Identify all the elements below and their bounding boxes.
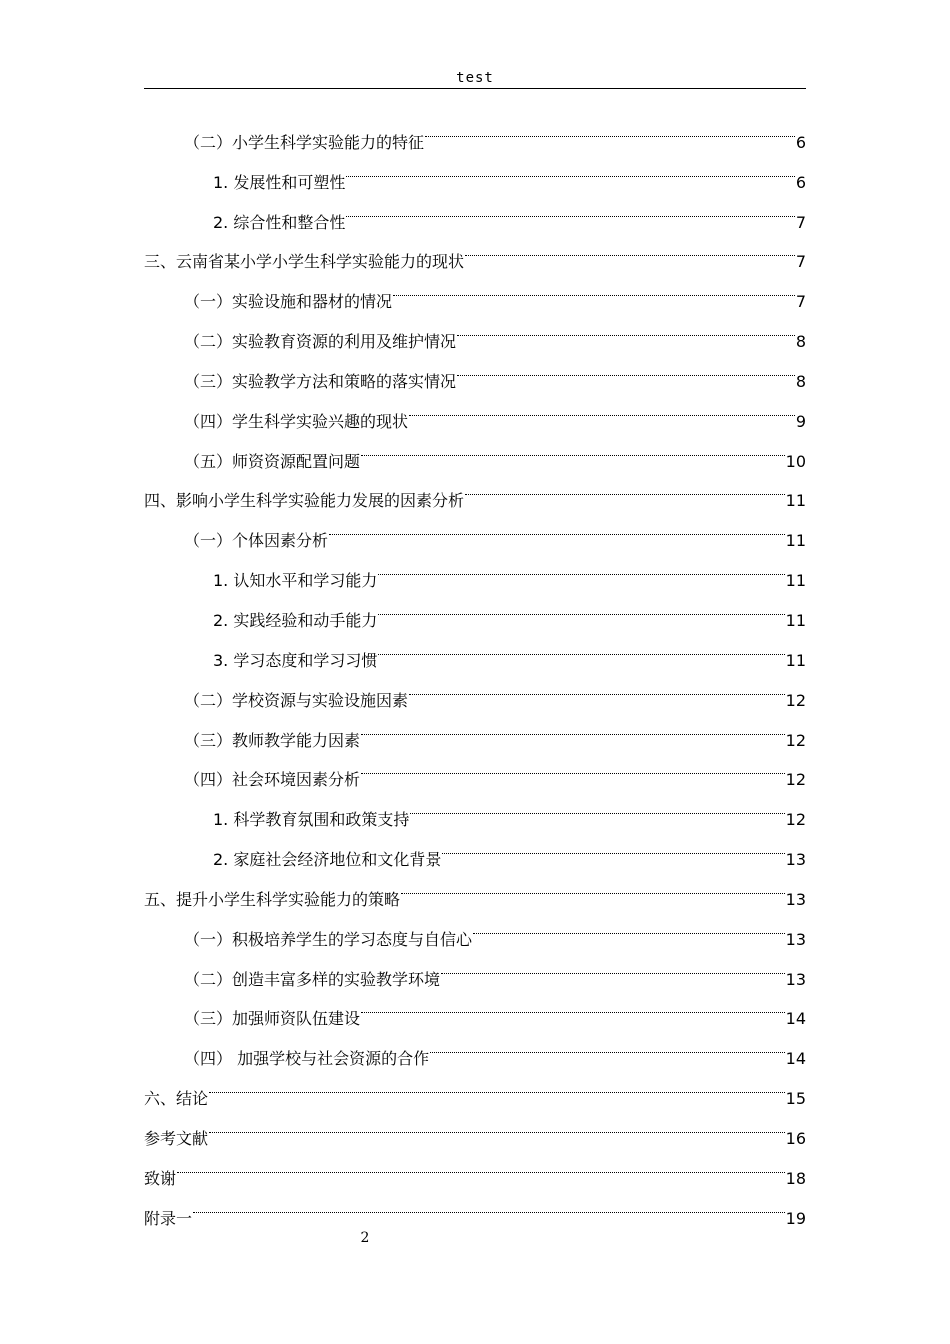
toc-entry-title: 2. 实践经验和动手能力 [213, 610, 378, 630]
toc-dot-leader [430, 1024, 785, 1064]
toc-entry-title: 附录一 [144, 1208, 193, 1228]
page-header-text: test [456, 70, 494, 86]
toc-entry[interactable] [144, 1144, 806, 1188]
toc-dot-leader [193, 1184, 785, 1224]
toc-entry-page-number: 6 [795, 172, 806, 192]
toc-dot-leader [361, 427, 785, 467]
toc-dot-leader [378, 626, 784, 666]
toc-entry-title: （三）实验教学方法和策略的落实情况 [184, 371, 457, 391]
toc-entry-title: （二）学校资源与实验设施因素 [184, 690, 409, 710]
toc-dot-leader [473, 905, 785, 945]
toc-dot-leader [441, 945, 785, 985]
toc-entry-page-number: 12 [785, 810, 806, 830]
toc-entry-title: 五、提升小学生科学实验能力的策略 [144, 889, 401, 909]
toc-dot-leader [209, 1064, 785, 1104]
toc-entry-title: （四）社会环境因素分析 [184, 770, 361, 790]
toc-entry-page-number: 10 [785, 451, 806, 471]
toc-dot-leader [329, 506, 785, 546]
toc-entry-title: 1. 科学教育氛围和政策支持 [213, 810, 410, 830]
toc-dot-leader [409, 666, 785, 706]
toc-entry-title: 参考文献 [144, 1128, 209, 1148]
toc-entry-page-number: 14 [785, 1009, 806, 1029]
toc-dot-leader [177, 1144, 785, 1184]
toc-entry-title: 四、影响小学生科学实验能力发展的因素分析 [144, 491, 465, 511]
toc-entry-title: （四） 加强学校与社会资源的合作 [184, 1049, 430, 1069]
toc-entry-page-number: 11 [785, 610, 806, 630]
toc-entry-page-number: 7 [795, 252, 806, 272]
toc-entry-title: （二）创造丰富多样的实验教学环境 [184, 969, 441, 989]
toc-dot-leader [361, 706, 785, 746]
toc-dot-leader [378, 586, 784, 626]
toc-dot-leader [393, 267, 795, 307]
toc-entry-page-number: 18 [785, 1168, 806, 1188]
toc-entry-page-number: 13 [785, 850, 806, 870]
header-rule [144, 88, 806, 89]
toc-entry-page-number: 13 [785, 889, 806, 909]
toc-entry-page-number: 12 [785, 690, 806, 710]
toc-entry-page-number: 16 [785, 1128, 806, 1148]
toc-entry-title: 致谢 [144, 1168, 177, 1188]
toc-entry-title: （一）积极培养学生的学习态度与自信心 [184, 929, 473, 949]
toc-dot-leader [361, 746, 785, 786]
toc-dot-leader [409, 387, 795, 427]
toc-entry[interactable] [144, 1064, 806, 1109]
toc-entry-page-number: 11 [785, 571, 806, 591]
toc-entry-page-number: 7 [795, 292, 806, 312]
toc-entry-title: （一）个体因素分析 [184, 531, 329, 551]
toc-entry-page-number: 12 [785, 730, 806, 750]
toc-entry-title: 三、云南省某小学小学生科学实验能力的现状 [144, 252, 465, 272]
toc-entry-title: （五）师资资源配置问题 [184, 451, 361, 471]
page-number: 2 [360, 1230, 370, 1246]
toc-entry-title: 2. 家庭社会经济地位和文化背景 [213, 850, 442, 870]
toc-entry-title: 1. 发展性和可塑性 [213, 172, 346, 192]
toc-entry-page-number: 19 [785, 1208, 806, 1228]
toc-entry-title: 1. 认知水平和学习能力 [213, 571, 378, 591]
toc-dot-leader [425, 108, 795, 148]
toc-dot-leader [457, 307, 795, 347]
toc-entry-page-number: 12 [785, 770, 806, 790]
toc-entry-title: （二）实验教育资源的利用及维护情况 [184, 332, 457, 352]
toc-dot-leader [410, 785, 784, 825]
toc-entry-title: （三）教师教学能力因素 [184, 730, 361, 750]
toc-dot-leader [442, 825, 784, 865]
toc-dot-leader [346, 188, 794, 228]
toc-dot-leader [401, 865, 785, 905]
toc-entry-page-number: 8 [795, 371, 806, 391]
toc-entry-title: 2. 综合性和整合性 [213, 212, 346, 232]
toc-entry-page-number: 8 [795, 332, 806, 352]
toc-dot-leader [465, 228, 795, 268]
toc-entry[interactable] [144, 108, 806, 152]
toc-dot-leader [457, 347, 795, 387]
toc-entry-title: （二）小学生科学实验能力的特征 [184, 132, 425, 152]
toc-entry-title: （一）实验设施和器材的情况 [184, 292, 393, 312]
toc-entry-title: 3. 学习态度和学习习惯 [213, 650, 378, 670]
toc-entry-page-number: 15 [785, 1089, 806, 1109]
toc-entry-title: （三）加强师资队伍建设 [184, 1009, 361, 1029]
toc-entry-page-number: 11 [785, 650, 806, 670]
toc-dot-leader [346, 148, 794, 188]
table-of-contents [144, 108, 806, 1228]
toc-entry-page-number: 11 [785, 531, 806, 551]
toc-entry-page-number: 13 [785, 969, 806, 989]
toc-entry-page-number: 6 [795, 132, 806, 152]
toc-entry-title: （四）学生科学实验兴趣的现状 [184, 411, 409, 431]
toc-dot-leader [378, 546, 784, 586]
toc-entry-page-number: 9 [795, 411, 806, 431]
toc-dot-leader [465, 467, 785, 507]
toc-entry-page-number: 13 [785, 929, 806, 949]
toc-entry-page-number: 11 [785, 491, 806, 511]
toc-dot-leader [209, 1104, 785, 1144]
toc-entry[interactable] [144, 1104, 806, 1148]
toc-entry-page-number: 14 [785, 1049, 806, 1069]
toc-dot-leader [361, 985, 785, 1025]
toc-entry-page-number: 7 [795, 212, 806, 232]
toc-entry[interactable] [144, 1184, 806, 1228]
toc-entry-title: 六、结论 [144, 1089, 209, 1109]
